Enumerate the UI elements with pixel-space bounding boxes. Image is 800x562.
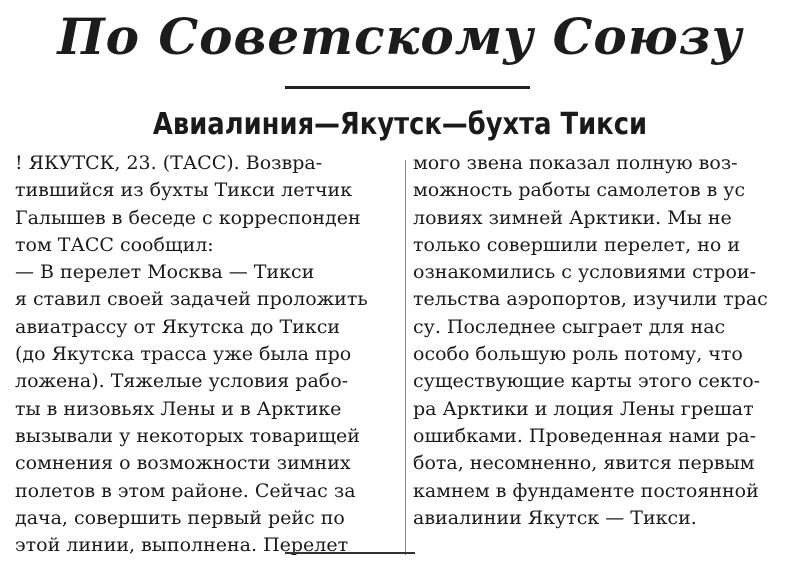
decorative-rule-bottom	[285, 552, 415, 554]
article-line: авиатрассу от Якутска до Тикси	[15, 315, 340, 338]
article-column-left	[15, 150, 405, 560]
article-line: — В перелет Москва — Тикси	[15, 261, 315, 284]
article-line: ра Арктики и лоция Лены грешат	[413, 397, 754, 420]
decorative-rule-top	[285, 86, 530, 89]
article-line: ложена). Тяжелые условия рабо-	[15, 370, 349, 393]
article-line: Галышев в беседе с корреспонден	[15, 206, 361, 229]
article-line: су. Последнее сыграет для нас	[413, 315, 726, 338]
column-divider	[405, 160, 406, 555]
article-line: ! ЯКУТСК, 23. (ТАСС). Возвра-	[15, 152, 323, 174]
article-column-right	[413, 150, 789, 560]
article-line: полетов в этом районе. Сейчас за	[15, 479, 356, 502]
article-line: ловиях зимней Арктики. Мы не	[413, 206, 732, 229]
article-line: ты в низовьях Лены и в Арктике	[15, 397, 342, 420]
article-line: камнем в фундаменте постоянной	[413, 479, 759, 502]
article-line: сомнения о возможности зимних	[15, 452, 351, 475]
article-line: только совершили перелет, но и	[413, 233, 741, 256]
article-line: бота, несомненно, явится первым	[413, 452, 755, 475]
article-line: том ТАСС сообщил:	[15, 233, 214, 256]
article-line: авиалинии Якутск — Тикси.	[413, 506, 697, 529]
article-line: вызывали у некоторых товарищей	[15, 424, 360, 447]
article-line: можность работы самолетов в ус	[413, 179, 746, 202]
article-line: дача, совершить первый рейс по	[15, 506, 345, 529]
article-line: особо большую роль потому, что	[413, 343, 743, 366]
article-line: тельства аэропортов, изучили трас	[413, 288, 768, 311]
article-headline: Авиалиния—Якутск—бухта Тикси	[152, 107, 648, 142]
article-line: я ставил своей задачей проложить	[15, 288, 368, 311]
article-line: тившийся из бухты Тикси летчик	[15, 179, 353, 202]
article-line: ознакомились с условиями строи-	[413, 261, 756, 284]
article-line: этой линии, выполнена. Перелет	[15, 534, 349, 557]
section-masthead: По Советскому Союзу	[57, 7, 743, 66]
article-line: существующие карты этого секто-	[413, 370, 761, 393]
article-line: мого звена показал полную воз-	[413, 152, 738, 174]
article-line: ошибками. Проведенная нами ра-	[413, 424, 757, 447]
article-line: (до Якутска трасса уже была про	[15, 343, 352, 366]
